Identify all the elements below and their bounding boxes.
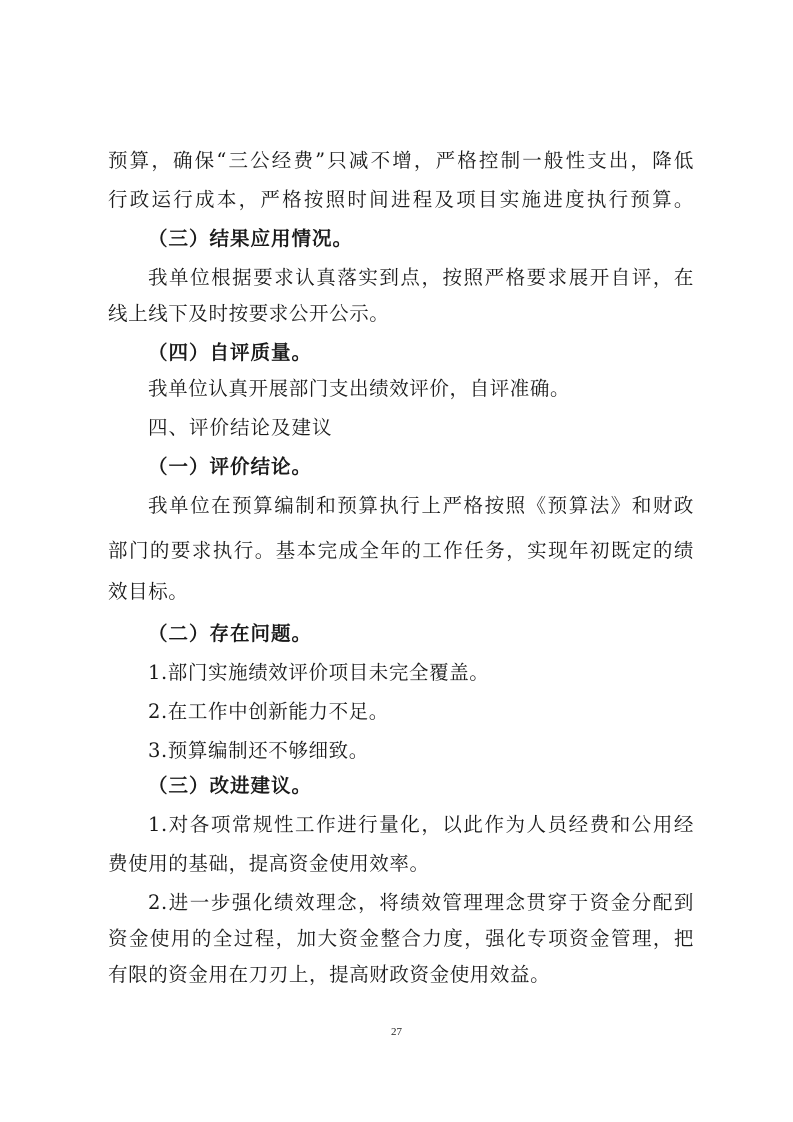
body-line: 部门的要求执行。基本完成全年的工作任务，实现年初既定的绩: [108, 539, 694, 562]
list-item: 1.部门实施绩效评价项目未完全覆盖。: [148, 661, 490, 684]
body-line: 行政运行成本，严格按照时间进程及项目实施进度执行预算。: [108, 188, 694, 211]
body-line: 效目标。: [108, 580, 189, 603]
subsection-heading: （一）评价结论。: [148, 455, 313, 478]
section-heading: 四、评价结论及建议: [148, 416, 333, 439]
body-line: 费使用的基础，提高资金使用效率。: [108, 852, 430, 875]
subsection-heading: （四）自评质量。: [148, 341, 313, 364]
subsection-heading: （二）存在问题。: [148, 622, 313, 645]
body-line: 我单位在预算编制和预算执行上严格按照《预算法》和财政: [148, 494, 694, 517]
body-line: 预算，确保“三公经费”只减不增，严格控制一般性支出，降低: [108, 149, 694, 172]
page-number: 27: [391, 1026, 402, 1038]
list-item: 1.对各项常规性工作进行量化，以此作为人员经费和公用经: [148, 813, 694, 836]
list-item: 2.进一步强化绩效理念，将绩效管理理念贯穿于资金分配到: [148, 891, 694, 914]
subsection-heading: （三）结果应用情况。: [148, 227, 354, 250]
body-line: 我单位认真开展部门支出绩效评价，自评准确。: [148, 377, 571, 400]
body-line: 有限的资金用在刀刃上，提高财政资金使用效益。: [108, 963, 551, 986]
body-line: 我单位根据要求认真落实到点，按照严格要求展开自评，在: [148, 266, 694, 289]
body-line: 资金使用的全过程，加大资金整合力度，强化专项资金管理，把: [108, 927, 694, 950]
list-item: 3.预算编制还不够细致。: [148, 739, 369, 762]
subsection-heading: （三）改进建议。: [148, 774, 313, 797]
list-item: 2.在工作中创新能力不足。: [148, 700, 389, 723]
body-line: 线上线下及时按要求公开公示。: [108, 302, 390, 325]
